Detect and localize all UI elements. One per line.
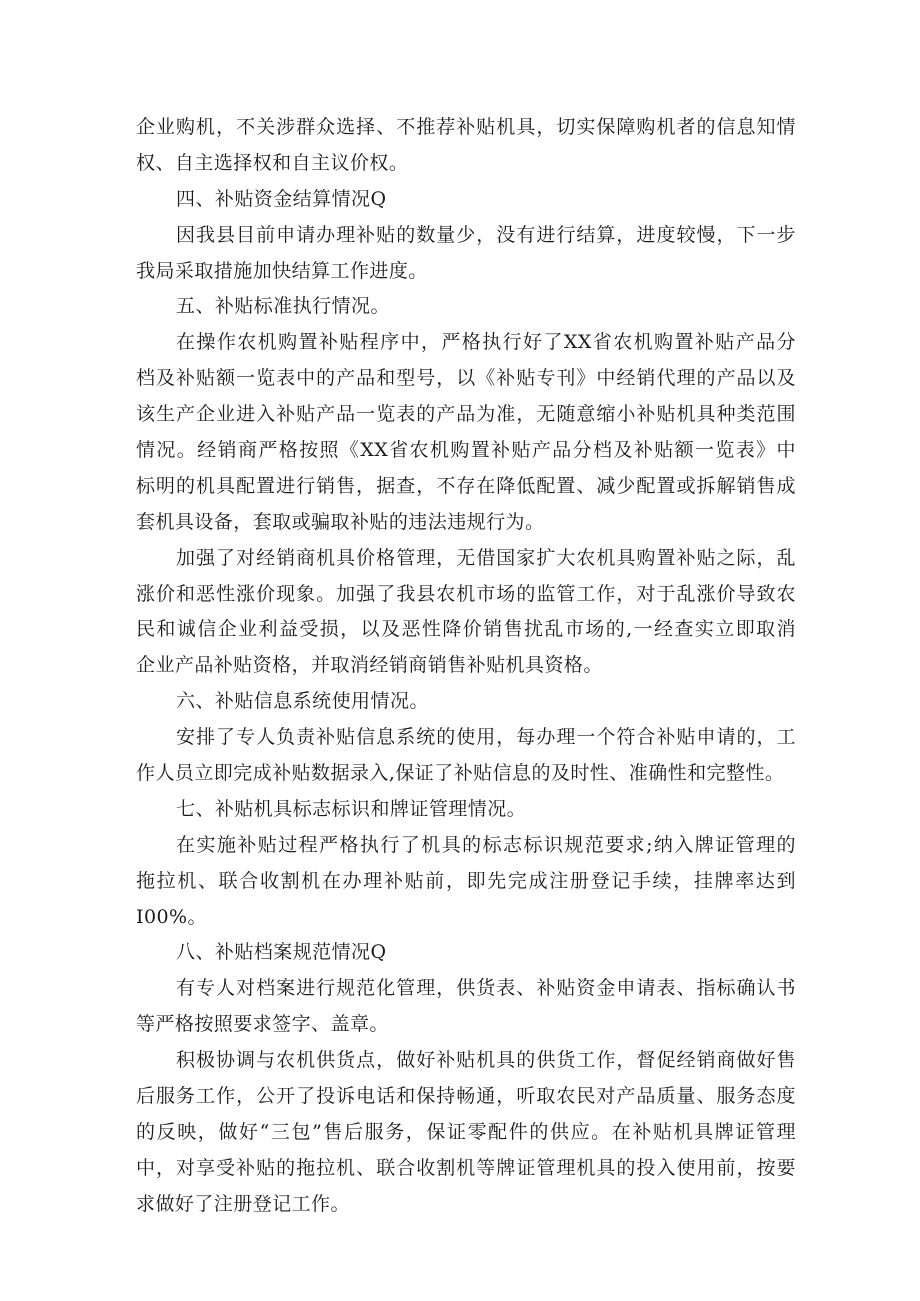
text-line: 情况。经销商严格按照《XX省农机购置补贴产品分档及补贴额一览表》中 [136,439,796,462]
text-line: 后服务工作，公开了投诉电话和保持畅通，听取农民对产品质量、服务态度 [136,1085,796,1108]
text-line: 在操作农机购置补贴程序中，严格执行好了XX省农机购置补贴产品分 [176,331,796,354]
text-line: 民和诚信企业利益受损，以及恶性降价销售扰乱市场的,一经查实立即取消 [136,618,796,641]
text-line: 企业产品补贴资格，并取消经销商销售补贴机具资格。 [136,654,603,677]
text-line: 安排了专人负责补贴信息系统的使用，每办理一个符合补贴申请的，工 [176,726,796,749]
text-line: 求做好了注册登记工作。 [136,1192,350,1215]
section-heading: 六、补贴信息系统使用情况。 [176,690,429,713]
text-line: 中，对享受补贴的拖拉机、联合收割机等牌证管理机具的投入使用前，按要 [136,1156,796,1179]
section-heading: 五、补贴标准执行情况。 [176,295,390,318]
document-body [136,110,796,1223]
text-line: I00%。 [136,905,207,928]
section-heading: 七、补贴机具标志标识和牌证管理情况。 [176,797,527,820]
text-line: 加强了对经销商机具价格管理，无借国家扩大农机具购置补贴之际，乱 [176,546,796,569]
text-line: 积极协调与农机供货点，做好补贴机具的供货工作，督促经销商做好售 [176,1049,796,1072]
text-line: 涨价和恶性涨价现象。加强了我县农机市场的监管工作，对于乱涨价导致农 [136,582,796,605]
text-line: 套机具设备，套取或骗取补贴的违法违规行为。 [136,510,545,533]
text-line: 作人员立即完成补贴数据录入,保证了补贴信息的及时性、准确性和完整性。 [136,762,785,785]
text-line: 该生产企业进入补贴产品一览表的产品为准，无随意缩小补贴机具种类范围 [136,403,796,426]
text-line: 权、自主选择权和自主议价权。 [136,151,409,174]
text-line: 我局采取措施加快结算工作进度。 [136,259,428,282]
section-heading: 四、补贴资金结算情况Q [176,187,387,210]
text-line: 档及补贴额一览表中的产品和型号，以《补贴专刊》中经销代理的产品以及 [136,367,796,390]
text-line: 有专人对档案进行规范化管理，供货表、补贴资金申请表、指标确认书 [176,977,796,1000]
text-line: 在实施补贴过程严格执行了机具的标志标识规范要求;纳入牌证管理的 [176,833,796,856]
text-line: 因我县目前申请办理补贴的数量少，没有进行结算，进度较慢，下一步 [176,223,796,246]
text-line: 企业购机，不关涉群众选择、不推荐补贴机具，切实保障购机者的信息知情 [136,116,796,138]
text-line: 的反映，做好“三包”售后服务，保证零配件的供应。在补贴机具牌证管理 [136,1120,796,1143]
text-line: 等严格按照要求签字、盖章。 [136,1013,389,1036]
text-line: 标明的机具配置进行销售，据查，不存在降低配置、减少配置或拆解销售成 [136,474,796,497]
section-heading: 八、补贴档案规范情况Q [176,941,387,964]
text-line: 拖拉机、联合收割机在办理补贴前，即先完成注册登记手续，挂牌率达到 [136,869,796,892]
